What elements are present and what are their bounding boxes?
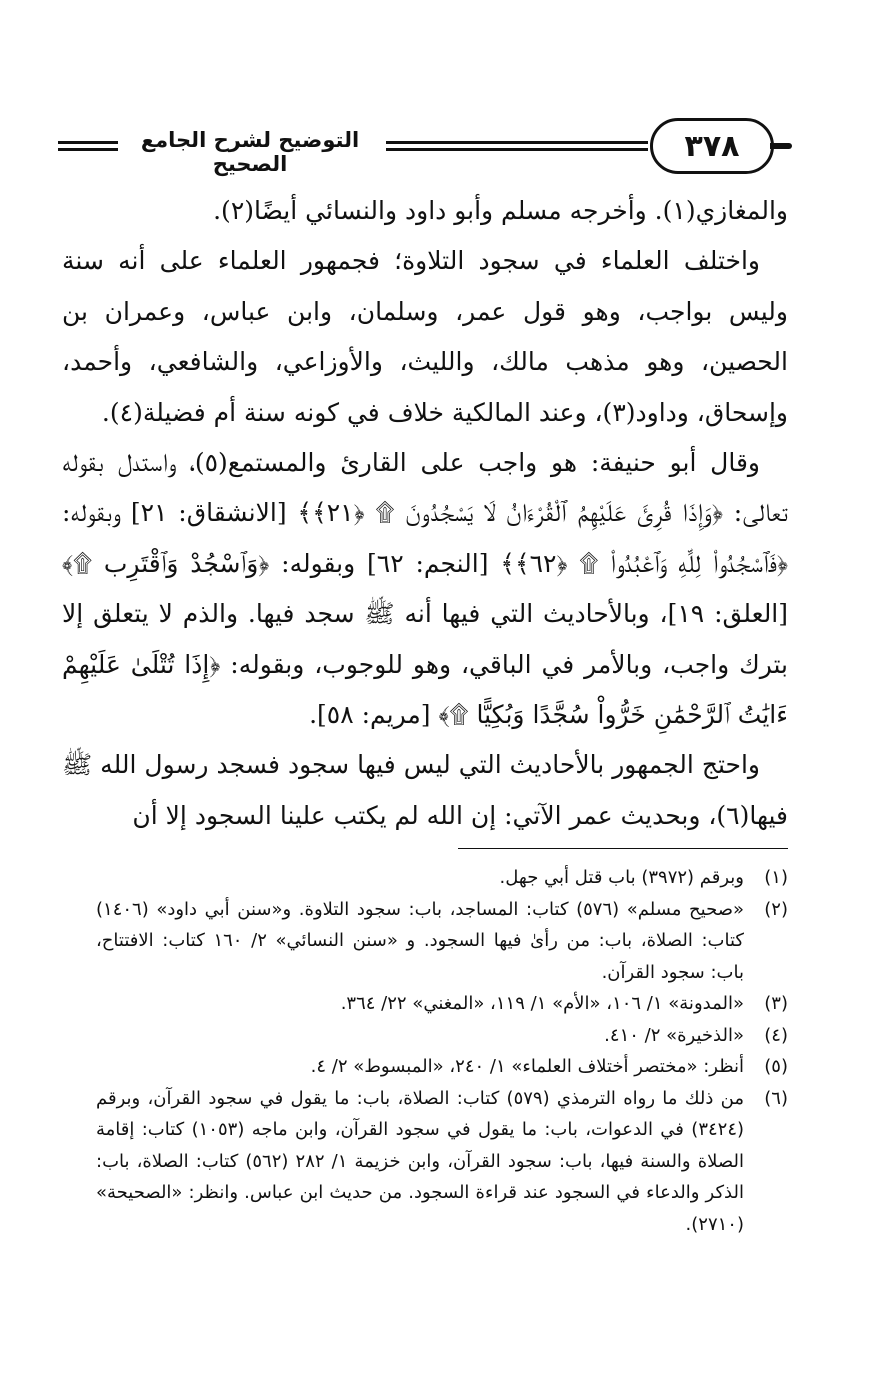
footnote-number: (٤) (764, 1024, 788, 1046)
footnotes (96, 862, 788, 1240)
footnote-3 (96, 988, 788, 1020)
paragraph-3: وقال أبو حنيفة: هو واجب على القارئ والمستمع(٥)، واستدل بقوله تعالى: ﴿وَإِذَا قُرِئَ عَلَيْهِمُ ٱلْقُرْءَانُ لَا يَسْجُدُونَ ۩ ﴿٢١﴾﴾ [الانشقاق: ٢١] وبقوله: ﴿فَٱسْجُدُواْ لِلَّهِ وَٱعْبُدُواْ ۩ ﴿٦٢﴾﴾ [النجم: ٦٢] وبقوله: ﴿وَٱسْجُدْ وَٱقْتَرِب ۩﴾ [العلق: ١٩]، وبالأحاديث التي فيها أنه ﷺ سجد فيها. والذم لا يتعلق إلا بترك واجب، وبالأمر في الباقي، وهو للوجوب، وبقوله: ﴿إِذَا تُتْلَىٰ عَلَيْهِمْ ءَايَٰتُ ٱلرَّحْمَٰنِ خَرُّواْ سُجَّدًا وَبُكِيًّا ۩﴾ [مريم: ٥٨]. (62, 448, 789, 730)
page-number-badge: ٣٧٨ (650, 118, 774, 174)
footnote-text: «المدونة» ١/ ١٠٦، «الأم» ١/ ١١٩، «المغني» ٢٢/ ٣٦٤. (340, 993, 744, 1014)
footnote-text: وبرقم (٣٩٧٢) باب قتل أبي جهل. (499, 867, 744, 888)
main-text (62, 186, 788, 841)
footnote-number: (٥) (764, 1056, 788, 1077)
paragraph-4: واحتج الجمهور بالأحاديث التي ليس فيها سجود فسجد رسول الله ﷺ فيها(٦)، وبحديث عمر الآتي: إن الله لم يكتب علينا السجود إلا أن (62, 750, 788, 830)
footnote-number: (٢) (764, 898, 788, 920)
paragraph-1: والمغازي(١). وأخرجه مسلم وأبو داود والنسائي أيضًا(٢). (213, 196, 788, 225)
footnote-4 (96, 1020, 788, 1052)
footnote-text: من ذلك ما رواه الترمذي (٥٧٩) كتاب: الصلاة، باب: ما يقول في سجود القرآن، وبرقم (٣٤٢٤) في الدعوات، باب: ما يقول في سجود القرآن، وابن ماجه (١٠٥٣) كتاب: إقامة الصلاة والسنة فيها، باب: سجود القرآن، وابن خزيمة ١/ ٢٨٢ (٥٦٢) كتاب: الصلاة، باب: الذكر والدعاء في السجود عند قراءة السجود. من حديث ابن عباس. وانظر: «الصحيحة» (٢٧١٠). (96, 1087, 745, 1235)
footnote-text: أنظر: «مختصر أختلاف العلماء» ١/ ٢٤٠، «المبسوط» ٢/ ٤. (310, 1056, 744, 1077)
footnote-5 (96, 1051, 788, 1083)
header-rule-right (386, 141, 648, 151)
paragraph-2: واختلف العلماء في سجود التلاوة؛ فجمهور العلماء على أنه سنة وليس بواجب، وهو قول عمر، وسلمان، وابن عباس، وعمران بن الحصين، وهو مذهب مالك، والليث، والأوزاعي، والشافعي، وأحمد، وإسحاق، وداود(٣)، وعند المالكية خلاف في كونه سنة أم فضيلة(٤). (62, 246, 788, 427)
footnote-1 (96, 862, 788, 894)
badge-tail (770, 143, 792, 149)
footnote-number: (١) (764, 867, 788, 888)
footnote-number: (٦) (764, 1087, 788, 1109)
footnote-separator (458, 848, 788, 849)
header-rule-left (58, 141, 118, 151)
footnote-text: «الذخيرة» ٢/ ٤١٠. (604, 1024, 744, 1046)
page-header (58, 118, 790, 178)
running-title: التوضيح لشرح الجامع الصحيح (140, 128, 360, 176)
footnote-6 (96, 1083, 788, 1241)
footnote-2 (96, 894, 788, 989)
footnote-text: «صحيح مسلم» (٥٧٦) كتاب: المساجد، باب: سجود التلاوة. و«سنن أبي داود» (١٤٠٦) كتاب: الصلاة، باب: من رأىٰ فيها السجود. و «سنن النسائي» ٢/ ١٦٠ كتاب: الافتتاح، باب: سجود القرآن. (96, 898, 744, 983)
footnote-number: (٣) (764, 993, 788, 1014)
